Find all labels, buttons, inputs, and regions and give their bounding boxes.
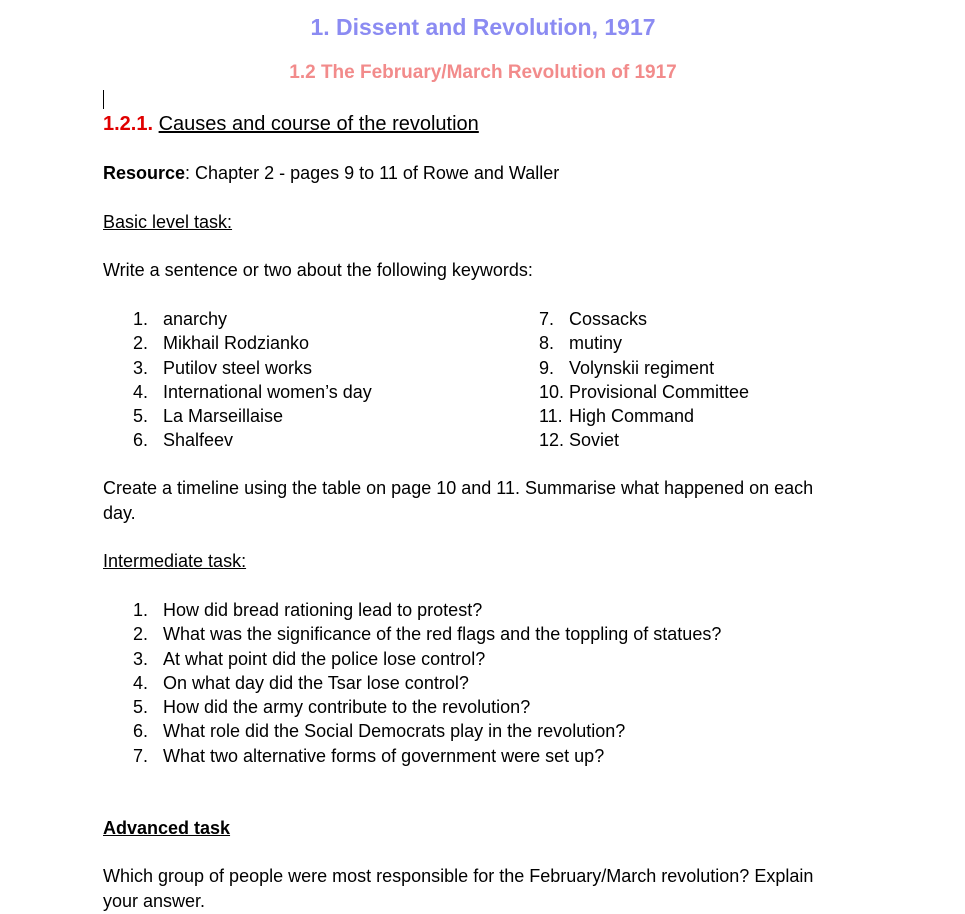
list-item-number: 7. xyxy=(133,745,149,766)
list-item-text: Soviet xyxy=(569,430,620,451)
question-item xyxy=(133,647,721,671)
list-item-number: 6. xyxy=(133,721,149,742)
section-heading xyxy=(103,113,479,136)
list-item-number: 11. xyxy=(539,406,563,427)
keyword-item xyxy=(539,331,749,355)
timeline-instruction-line2: day. xyxy=(103,503,136,523)
timeline-instruction xyxy=(103,476,843,526)
keyword-item xyxy=(539,356,749,380)
list-item-text: anarchy xyxy=(163,309,228,329)
section-number: 1.2.1. xyxy=(103,113,154,135)
list-item-number: 1. xyxy=(133,600,149,620)
list-item-text: How did bread rationing lead to protest? xyxy=(163,600,483,620)
keyword-item xyxy=(133,404,372,428)
resource-text: : Chapter 2 - pages 9 to 11 of Rowe and Waller xyxy=(185,163,560,183)
question-item xyxy=(133,744,721,768)
advanced-task-heading: Advanced task xyxy=(103,818,231,838)
resource-line xyxy=(103,161,843,186)
list-item-text: High Command xyxy=(569,406,695,427)
keyword-item xyxy=(133,356,372,380)
advanced-task-line1: Which group of people were most responsible for the February/March revolution? Explain xyxy=(103,866,814,886)
list-item-number: 6. xyxy=(133,430,149,451)
intermediate-question-list xyxy=(133,598,721,768)
intermediate-task-heading: Intermediate task: xyxy=(103,551,247,571)
list-item-text: Cossacks xyxy=(569,309,648,329)
list-item-number: 5. xyxy=(133,697,149,718)
list-item-number: 9. xyxy=(539,357,555,378)
list-item-text: At what point did the police lose control? xyxy=(163,648,486,669)
keyword-list-left xyxy=(133,307,372,453)
list-item-text: How did the army contribute to the revolution? xyxy=(163,697,531,718)
basic-task-instruction: Write a sentence or two about the following keywords: xyxy=(103,260,533,280)
basic-task-heading: Basic level task: xyxy=(103,212,233,232)
keyword-item xyxy=(133,428,372,452)
list-item-number: 2. xyxy=(133,333,149,354)
list-item-number: 2. xyxy=(133,624,149,645)
keyword-list-right xyxy=(539,307,749,453)
list-item-text: What was the significance of the red flags and the toppling of statues? xyxy=(163,624,722,645)
keyword-item xyxy=(133,307,372,331)
resource-label: Resource xyxy=(103,163,186,183)
keyword-item xyxy=(133,380,372,404)
question-item xyxy=(133,622,721,646)
list-item-number: 7. xyxy=(539,309,555,329)
advanced-task-text xyxy=(103,864,843,914)
list-item-text: International women’s day xyxy=(163,381,372,402)
text-cursor xyxy=(103,90,104,109)
section-title: Causes and course of the revolution xyxy=(158,113,479,135)
timeline-instruction-line1: Create a timeline using the table on page 10 and 11. Summarise what happened on each xyxy=(103,478,814,498)
keyword-item xyxy=(133,331,372,355)
list-item-number: 8. xyxy=(539,333,555,354)
list-item-number: 12. xyxy=(539,430,565,451)
document-subtitle: 1.2 The February/March Revolution of 1917 xyxy=(289,62,677,83)
list-item-text: Volynskii regiment xyxy=(569,357,715,378)
keyword-item xyxy=(539,428,749,452)
list-item-text: Mikhail Rodzianko xyxy=(163,333,310,354)
list-item-text: mutiny xyxy=(569,333,623,354)
question-item xyxy=(133,598,721,622)
list-item-text: Putilov steel works xyxy=(163,357,313,378)
list-item-text: What two alternative forms of government were set up? xyxy=(163,745,605,766)
question-item xyxy=(133,695,721,719)
list-item-text: La Marseillaise xyxy=(163,406,284,427)
list-item-text: On what day did the Tsar lose control? xyxy=(163,672,469,693)
keyword-item xyxy=(539,380,749,404)
list-item-text: Shalfeev xyxy=(163,430,234,451)
document-title: 1. Dissent and Revolution, 1917 xyxy=(310,14,656,40)
keyword-item xyxy=(539,307,749,331)
question-item xyxy=(133,719,721,743)
list-item-number: 3. xyxy=(133,357,149,378)
list-item-number: 4. xyxy=(133,672,149,693)
list-item-text: What role did the Social Democrats play in the revolution? xyxy=(163,721,626,742)
list-item-number: 4. xyxy=(133,381,149,402)
list-item-number: 5. xyxy=(133,406,149,427)
list-item-number: 10. xyxy=(539,381,565,402)
list-item-number: 1. xyxy=(133,309,149,329)
question-item xyxy=(133,671,721,695)
list-item-number: 3. xyxy=(133,648,149,669)
list-item-text: Provisional Committee xyxy=(569,381,750,402)
advanced-task-line2: your answer. xyxy=(103,891,206,911)
keyword-item xyxy=(539,404,749,428)
